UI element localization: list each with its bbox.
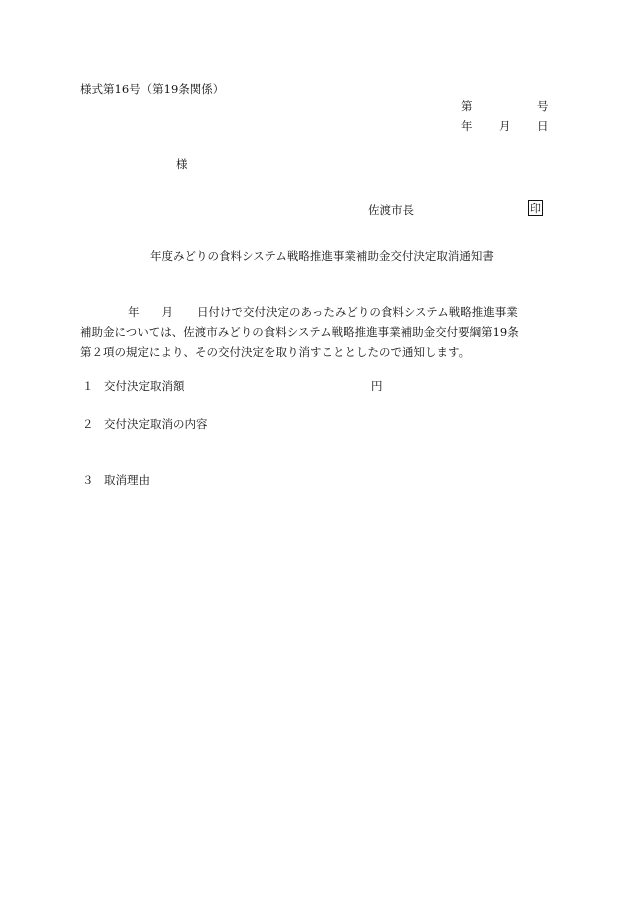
body-year-label: 年: [128, 305, 140, 319]
item-label: 取消理由: [104, 473, 150, 487]
document-number-suffix: 号: [537, 99, 549, 113]
body-line-1-text: 日付けで交付決定のあったみどりの食料システム戦略推進事業: [197, 305, 518, 319]
document-title: 年度みどりの食料システム戦略推進事業補助金交付決定取消通知書: [150, 249, 494, 263]
sender-title: 佐渡市長: [368, 203, 414, 217]
item-cancellation-reason: [82, 473, 150, 488]
date-day-label: 日: [537, 119, 549, 133]
body-line-3: 第２項の規定により、その交付決定を取り消すこととしたので通知します。: [80, 345, 471, 359]
item-number: ３: [82, 473, 94, 487]
body-paragraph: [80, 302, 550, 362]
date-month-label: 月: [499, 119, 511, 133]
document-number-prefix: 第: [461, 99, 473, 113]
seal-stamp: [528, 200, 543, 216]
date-year-label: 年: [461, 119, 473, 133]
body-month-label: 月: [161, 305, 173, 319]
item-cancellation-amount: [82, 379, 185, 394]
item-label: 交付決定取消額: [104, 379, 185, 393]
body-line-1: [80, 302, 550, 322]
body-line-2: 補助金については、佐渡市みどりの食料システム戦略推進事業補助金交付要綱第19条: [80, 325, 519, 339]
item-number: １: [82, 379, 94, 393]
item-cancellation-content: [82, 417, 208, 432]
form-number: 様式第16号（第19条関係）: [80, 82, 225, 96]
seal-icon: 印: [530, 201, 541, 215]
item-amount-unit: 円: [371, 379, 383, 393]
item-label: 交付決定取消の内容: [104, 417, 208, 431]
item-number: ２: [82, 417, 94, 431]
addressee-honorific: 様: [176, 157, 188, 171]
